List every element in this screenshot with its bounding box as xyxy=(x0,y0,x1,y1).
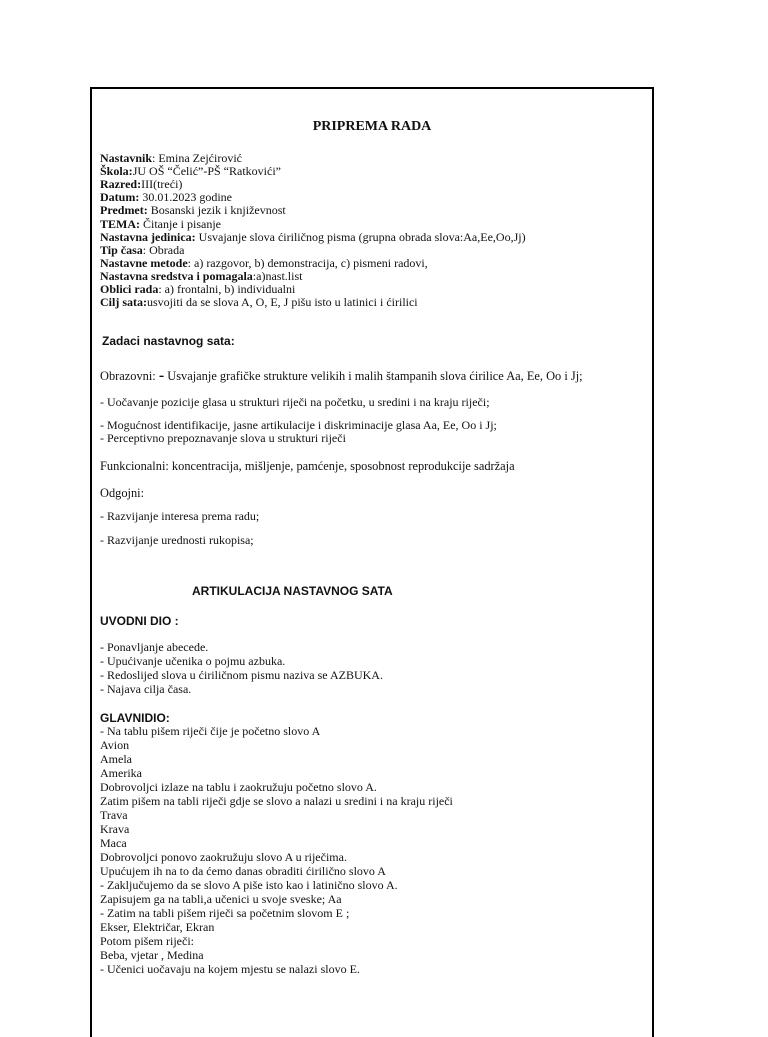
header-value: usvojiti da se slova A, O, E, J pišu isto u latinici i ćirilici xyxy=(147,295,418,310)
zadaci-heading: Zadaci nastavnog sata: xyxy=(102,334,235,348)
header-row xyxy=(100,244,184,257)
header-label: Datum: xyxy=(100,190,140,205)
uvodni-item: - Najava cilja časa. xyxy=(100,682,192,696)
header-value: III(treći) xyxy=(141,177,183,192)
uvodni-item: - Ponavljanje abecede. xyxy=(100,640,209,654)
glavni-item: Dobrovoljci ponovo zaokružuju slovo A u riječima. xyxy=(100,850,347,864)
document-page xyxy=(90,87,654,1037)
header-label: Škola: xyxy=(100,164,133,179)
uvodni-heading: UVODNI DIO : xyxy=(100,614,179,628)
obrazovni-item: - Uočavanje pozicije glasa u strukturi riječi na početku, u sredini i na kraju riječi; xyxy=(100,395,490,409)
glavni-item: Avion xyxy=(100,738,130,752)
header-label: TEMA: xyxy=(100,216,140,231)
obrazovni-label: Obrazovni: xyxy=(100,369,159,383)
glavni-item: - Na tablu pišem riječi čije je početno slovo A xyxy=(100,724,321,738)
header-row xyxy=(100,231,526,244)
header-row xyxy=(100,283,295,296)
header-label: Nastavna sredstva i pomagala xyxy=(100,268,253,283)
obrazovni-text: Usvajanje grafičke strukture velikih i malih štampanih slova ćirilice Aa, Ee, Oo i Jj; xyxy=(164,369,583,383)
header-value: : Obrada xyxy=(142,242,185,257)
odgojni-item: - Razvijanje interesa prema radu; xyxy=(100,509,260,523)
glavni-item: Beba, vjetar , Medina xyxy=(100,948,204,962)
header-row xyxy=(100,296,418,309)
glavni-item: Ekser, Električar, Ekran xyxy=(100,920,215,934)
header-row xyxy=(100,191,232,204)
header-label: Tip časa xyxy=(100,242,143,257)
header-label: Predmet: xyxy=(100,203,148,218)
glavni-item: Amela xyxy=(100,752,132,766)
glavni-item: - Zaključujemo da se slovo A piše isto kao i latinično slovo A. xyxy=(100,878,398,892)
header-value: : Emina Zejćirović xyxy=(152,151,242,165)
header-label: Oblici rada xyxy=(100,282,159,296)
header-label: Cilj sata: xyxy=(100,295,147,310)
odgojni-label: Odgojni: xyxy=(100,486,145,500)
header-value: Bosanski jezik i književnost xyxy=(147,203,286,218)
header-row xyxy=(100,152,242,165)
glavni-heading: GLAVNIDIO: xyxy=(100,711,170,725)
header-label: Nastavne metode xyxy=(100,255,188,270)
glavni-item: - Zatim na tabli pišem riječi sa početnim slovom E ; xyxy=(100,906,350,920)
header-label: Nastavna jedinica: xyxy=(100,229,196,244)
glavni-item: Zapisujem ga na tabli,a učenici u svoje sveske; Aa xyxy=(100,892,342,906)
obrazovni-line xyxy=(100,369,583,383)
obrazovni-item: - Mogućnost identifikacije, jasne artikulacije i diskriminacije glasa Aa, Ee, Oo i Jj; xyxy=(100,418,497,432)
header-row xyxy=(100,178,182,191)
uvodni-item: - Redoslijed slova u ćiriličnom pismu naziva se AZBUKA. xyxy=(100,668,383,682)
header-value: : a) razgovor, b) demonstracija, c) pismeni radovi, xyxy=(187,255,428,270)
header-row xyxy=(100,270,302,283)
obrazovni-item: - Perceptivno prepoznavanje slova u strukturi riječi xyxy=(100,431,346,445)
obrazovni-dash: - xyxy=(158,367,165,384)
uvodni-item: - Upućivanje učenika o pojmu azbuka. xyxy=(100,654,286,668)
artikulacija-heading: ARTIKULACIJA NASTAVNOG SATA xyxy=(192,584,393,598)
document-title: PRIPREMA RADA xyxy=(312,119,432,134)
header-row xyxy=(100,218,221,231)
glavni-item: Upućujem ih na to da ćemo danas obraditi ćirilično slovo A xyxy=(100,864,386,878)
header-row xyxy=(100,165,281,178)
header-value: Usvajanje slova ćiriličnog pisma (grupna obrada slova:Aa,Ee,Oo,Jj) xyxy=(195,229,526,244)
header-row xyxy=(100,204,286,217)
glavni-item: Dobrovoljci izlaze na tablu i zaokružuju početno slovo A. xyxy=(100,780,377,794)
funkcionalni-line: Funkcionalni: koncentracija, mišljenje, pamćenje, sposobnost reprodukcije sadržaja xyxy=(100,459,515,473)
glavni-item: Potom pišem riječi: xyxy=(100,934,194,948)
glavni-item: Trava xyxy=(100,808,128,822)
header-value: 30.01.2023 godine xyxy=(139,190,232,205)
glavni-item: Maca xyxy=(100,836,127,850)
header-row xyxy=(100,257,428,270)
header-value: :a)nast.list xyxy=(252,268,303,283)
odgojni-item: - Razvijanje urednosti rukopisa; xyxy=(100,533,254,547)
header-label: Razred: xyxy=(100,177,142,192)
glavni-item: Amerika xyxy=(100,766,142,780)
header-value: : a) frontalni, b) individualni xyxy=(158,282,296,296)
glavni-item: Krava xyxy=(100,822,130,836)
glavni-item: - Učenici uočavaju na kojem mjestu se nalazi slovo E. xyxy=(100,962,360,976)
glavni-item: Zatim pišem na tabli riječi gdje se slovo a nalazi u sredini i na kraju riječi xyxy=(100,794,453,808)
header-value: Čitanje i pisanje xyxy=(140,216,221,231)
header-value: JU OŠ “Čelić”-PŠ “Ratkovići” xyxy=(132,164,281,179)
header-label: Nastavnik xyxy=(100,151,153,165)
